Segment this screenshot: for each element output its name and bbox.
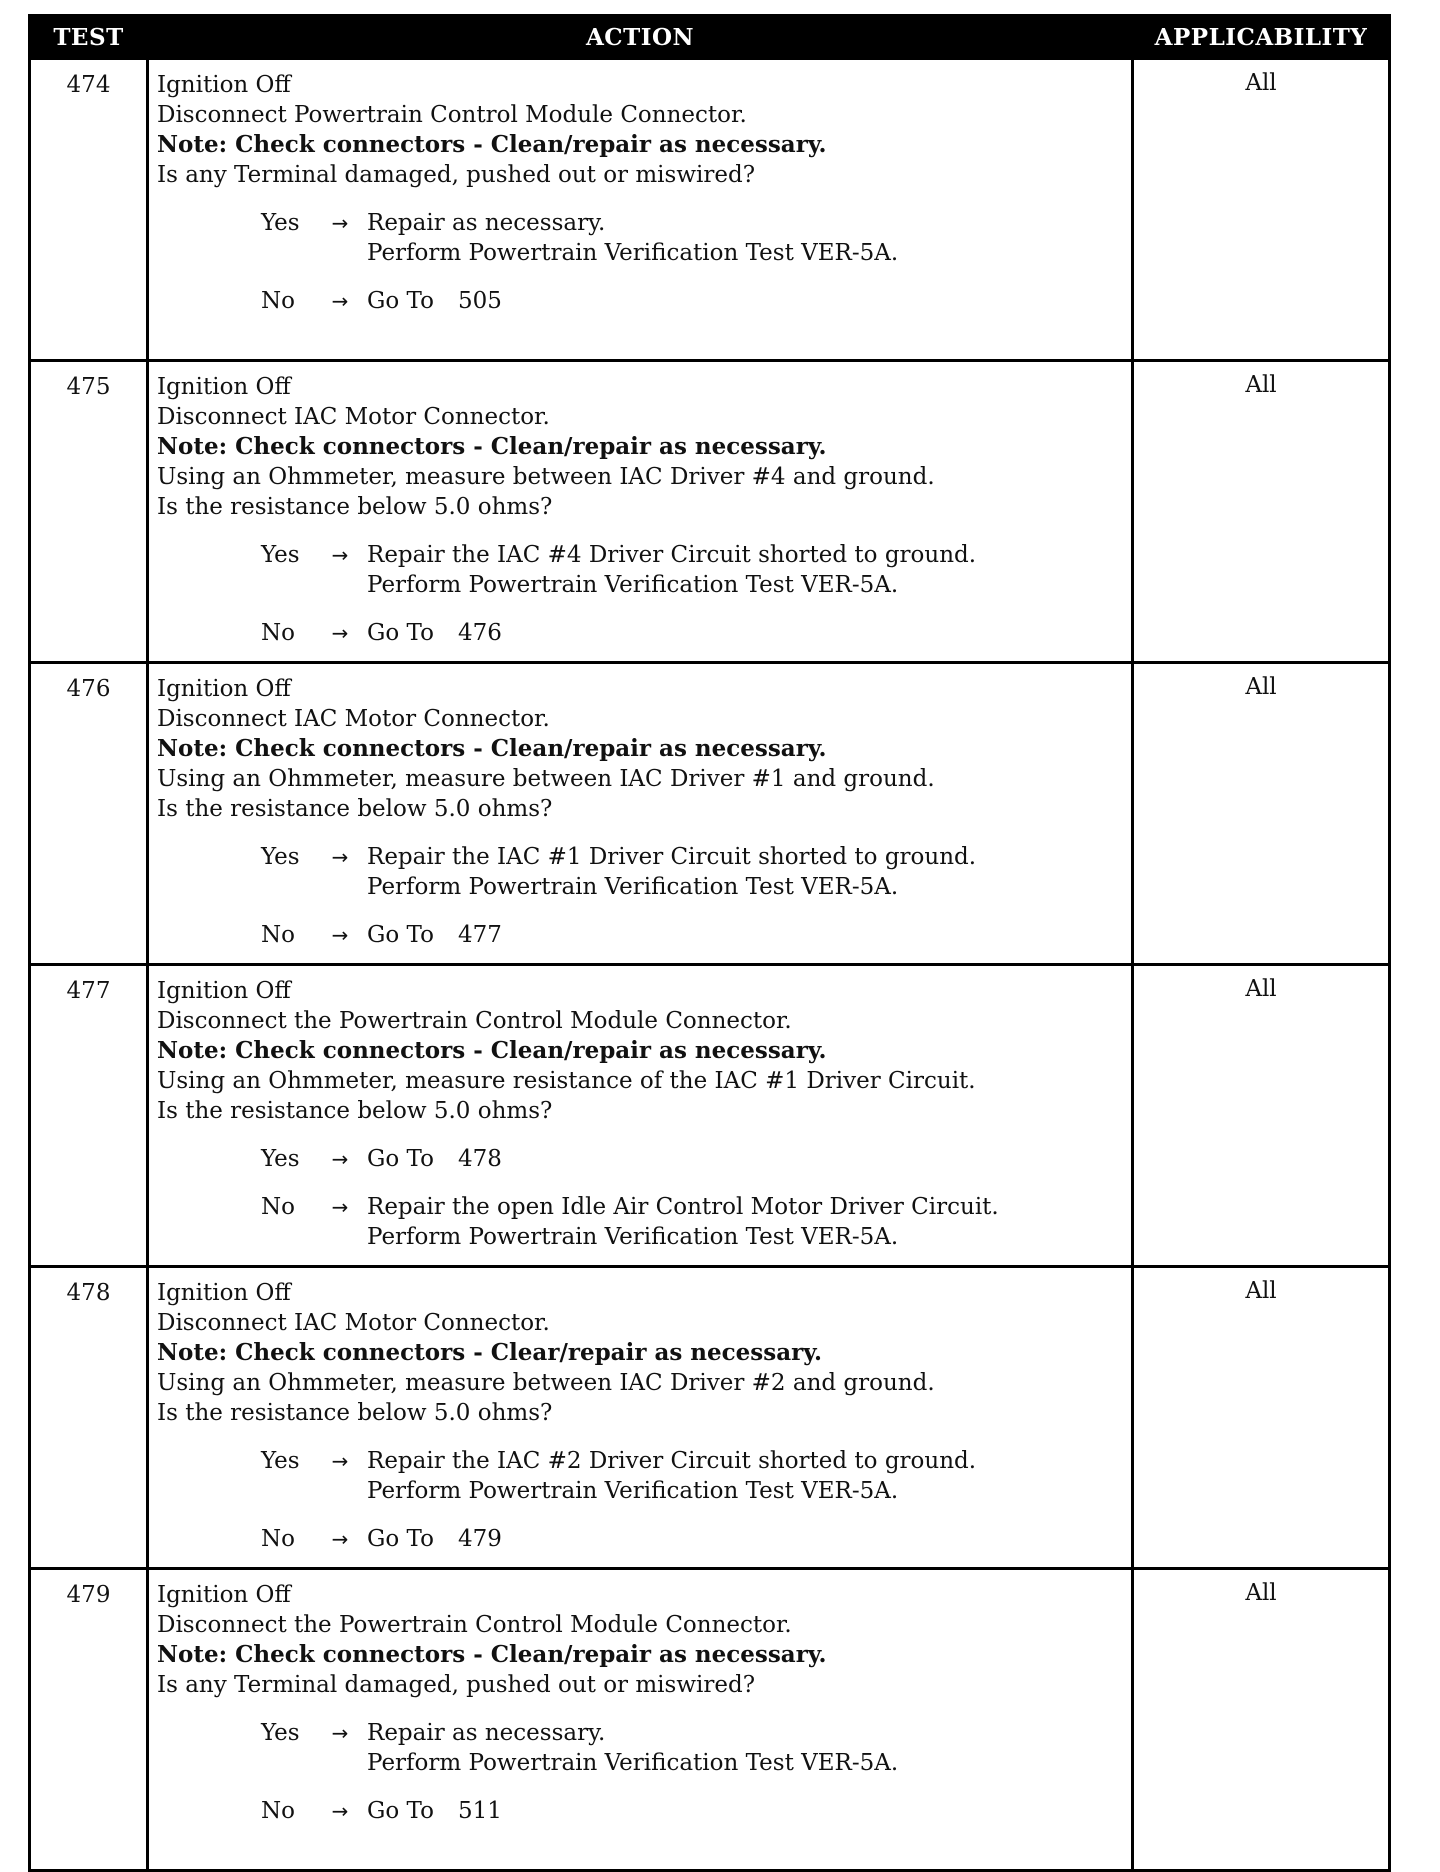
yes-branch [157, 1446, 1123, 1506]
question-line: Using an Ohmmeter, measure resistance of the IAC #1 Driver Circuit. [157, 1068, 976, 1094]
right-arrow-icon: → [331, 923, 349, 947]
yes-branch [157, 208, 1123, 268]
test-number: 477 [30, 965, 148, 1267]
yes-branch [157, 842, 1123, 902]
goto-target: 479 [457, 1526, 502, 1552]
right-arrow-icon: → [331, 1147, 349, 1171]
result-line: Perform Powertrain Verification Test VER-5A. [367, 874, 899, 900]
test-number: 478 [30, 1267, 148, 1569]
note-line: Note: Check connectors - Clean/repair as necessary. [157, 1641, 827, 1668]
applicability-value: All [1133, 59, 1390, 361]
right-arrow-icon: → [331, 1527, 349, 1551]
action-cell [148, 1569, 1133, 1871]
action-cell [148, 663, 1133, 965]
yes-label: Yes [261, 210, 300, 236]
goto-instruction [367, 618, 502, 648]
goto-target: 476 [457, 620, 502, 646]
result-line: Perform Powertrain Verification Test VER-5A. [367, 1478, 899, 1504]
header-row [30, 16, 1390, 59]
goto-label: Go To [367, 1146, 434, 1172]
result-line: Perform Powertrain Verification Test VER-5A. [367, 240, 899, 266]
no-result [367, 1192, 999, 1252]
step-line: Disconnect IAC Motor Connector. [157, 404, 550, 430]
goto-label: Go To [367, 1526, 434, 1552]
note-line: Note: Check connectors - Clean/repair as necessary. [157, 433, 827, 460]
yes-result [367, 1446, 976, 1506]
result-line: Repair the IAC #2 Driver Circuit shorted to ground. [367, 1448, 977, 1474]
result-line: Repair as necessary. [367, 1720, 606, 1746]
table-row [30, 361, 1390, 663]
no-branch [157, 286, 1123, 316]
diagnostic-test-sheet [28, 14, 1388, 1872]
no-label: No [261, 1526, 295, 1552]
action-cell [148, 965, 1133, 1267]
yes-label: Yes [261, 1720, 300, 1746]
result-line: Perform Powertrain Verification Test VER-5A. [367, 1750, 899, 1776]
header-action: ACTION [148, 16, 1133, 59]
step-line: Ignition Off [157, 374, 291, 400]
yes-result [367, 1144, 502, 1174]
question-line: Is the resistance below 5.0 ohms? [157, 494, 553, 520]
goto-instruction [367, 286, 502, 316]
applicability-value: All [1133, 1569, 1390, 1871]
question-line: Using an Ohmmeter, measure between IAC Driver #4 and ground. [157, 464, 935, 490]
step-line: Ignition Off [157, 978, 291, 1004]
right-arrow-icon: → [331, 211, 349, 235]
result-line: Repair the IAC #4 Driver Circuit shorted to ground. [367, 542, 977, 568]
step-line: Ignition Off [157, 72, 291, 98]
applicability-value: All [1133, 965, 1390, 1267]
question-line: Is the resistance below 5.0 ohms? [157, 796, 553, 822]
table-row [30, 965, 1390, 1267]
result-line: Perform Powertrain Verification Test VER-5A. [367, 1224, 899, 1250]
yes-label: Yes [261, 1448, 300, 1474]
no-branch [157, 1524, 1123, 1554]
right-arrow-icon: → [331, 289, 349, 313]
right-arrow-icon: → [331, 1799, 349, 1823]
right-arrow-icon: → [331, 845, 349, 869]
test-number: 479 [30, 1569, 148, 1871]
test-number: 475 [30, 361, 148, 663]
table-row [30, 1569, 1390, 1871]
table-row [30, 663, 1390, 965]
diagnostic-table [28, 14, 1391, 1872]
no-result [367, 1524, 502, 1554]
table-row [30, 1267, 1390, 1569]
right-arrow-icon: → [331, 1449, 349, 1473]
no-label: No [261, 288, 295, 314]
step-line: Ignition Off [157, 1280, 291, 1306]
no-result [367, 618, 502, 648]
right-arrow-icon: → [331, 543, 349, 567]
action-cell [148, 1267, 1133, 1569]
step-line: Ignition Off [157, 676, 291, 702]
result-line: Repair the open Idle Air Control Motor Driver Circuit. [367, 1194, 999, 1220]
note-line: Note: Check connectors - Clean/repair as necessary. [157, 1037, 827, 1064]
right-arrow-icon: → [331, 621, 349, 645]
step-line: Ignition Off [157, 1582, 291, 1608]
no-label: No [261, 1194, 295, 1220]
result-line: Perform Powertrain Verification Test VER-5A. [367, 572, 899, 598]
no-branch [157, 920, 1123, 950]
no-label: No [261, 620, 295, 646]
goto-label: Go To [367, 288, 434, 314]
header-test: TEST [30, 16, 148, 59]
yes-result [367, 540, 976, 600]
no-label: No [261, 922, 295, 948]
question-line: Using an Ohmmeter, measure between IAC Driver #2 and ground. [157, 1370, 935, 1396]
header-applicability: APPLICABILITY [1133, 16, 1390, 59]
result-line: Repair as necessary. [367, 210, 606, 236]
test-number: 476 [30, 663, 148, 965]
yes-branch [157, 540, 1123, 600]
question-line: Using an Ohmmeter, measure between IAC Driver #1 and ground. [157, 766, 935, 792]
goto-target: 505 [457, 288, 502, 314]
yes-label: Yes [261, 1146, 300, 1172]
applicability-value: All [1133, 361, 1390, 663]
no-result [367, 920, 502, 950]
step-line: Disconnect the Powertrain Control Module Connector. [157, 1612, 792, 1638]
question-line: Is the resistance below 5.0 ohms? [157, 1098, 553, 1124]
result-line: Repair the IAC #1 Driver Circuit shorted to ground. [367, 844, 977, 870]
note-line: Note: Check connectors - Clean/repair as necessary. [157, 735, 827, 762]
no-branch [157, 1192, 1123, 1252]
action-cell [148, 361, 1133, 663]
goto-target: 511 [457, 1798, 502, 1824]
question-line: Is any Terminal damaged, pushed out or miswired? [157, 1672, 756, 1698]
yes-label: Yes [261, 542, 300, 568]
yes-label: Yes [261, 844, 300, 870]
no-label: No [261, 1798, 295, 1824]
table-body [30, 59, 1390, 1871]
step-line: Disconnect the Powertrain Control Module Connector. [157, 1008, 792, 1034]
note-line: Note: Check connectors - Clear/repair as necessary. [157, 1339, 822, 1366]
goto-target: 478 [457, 1146, 502, 1172]
step-line: Disconnect IAC Motor Connector. [157, 706, 550, 732]
no-result [367, 286, 502, 316]
right-arrow-icon: → [331, 1195, 349, 1219]
yes-result [367, 842, 976, 902]
no-branch [157, 618, 1123, 648]
yes-result [367, 1718, 898, 1778]
note-line: Note: Check connectors - Clean/repair as necessary. [157, 131, 827, 158]
test-number: 474 [30, 59, 148, 361]
goto-instruction [367, 920, 502, 950]
yes-branch [157, 1144, 1123, 1174]
yes-branch [157, 1718, 1123, 1778]
table-row [30, 59, 1390, 361]
goto-label: Go To [367, 620, 434, 646]
step-line: Disconnect Powertrain Control Module Connector. [157, 102, 747, 128]
applicability-value: All [1133, 1267, 1390, 1569]
yes-result [367, 208, 898, 268]
action-cell [148, 59, 1133, 361]
right-arrow-icon: → [331, 1721, 349, 1745]
question-line: Is the resistance below 5.0 ohms? [157, 1400, 553, 1426]
step-line: Disconnect IAC Motor Connector. [157, 1310, 550, 1336]
question-line: Is any Terminal damaged, pushed out or miswired? [157, 162, 756, 188]
goto-instruction [367, 1144, 502, 1174]
applicability-value: All [1133, 663, 1390, 965]
goto-target: 477 [457, 922, 502, 948]
goto-label: Go To [367, 922, 434, 948]
goto-instruction [367, 1524, 502, 1554]
goto-label: Go To [367, 1798, 434, 1824]
